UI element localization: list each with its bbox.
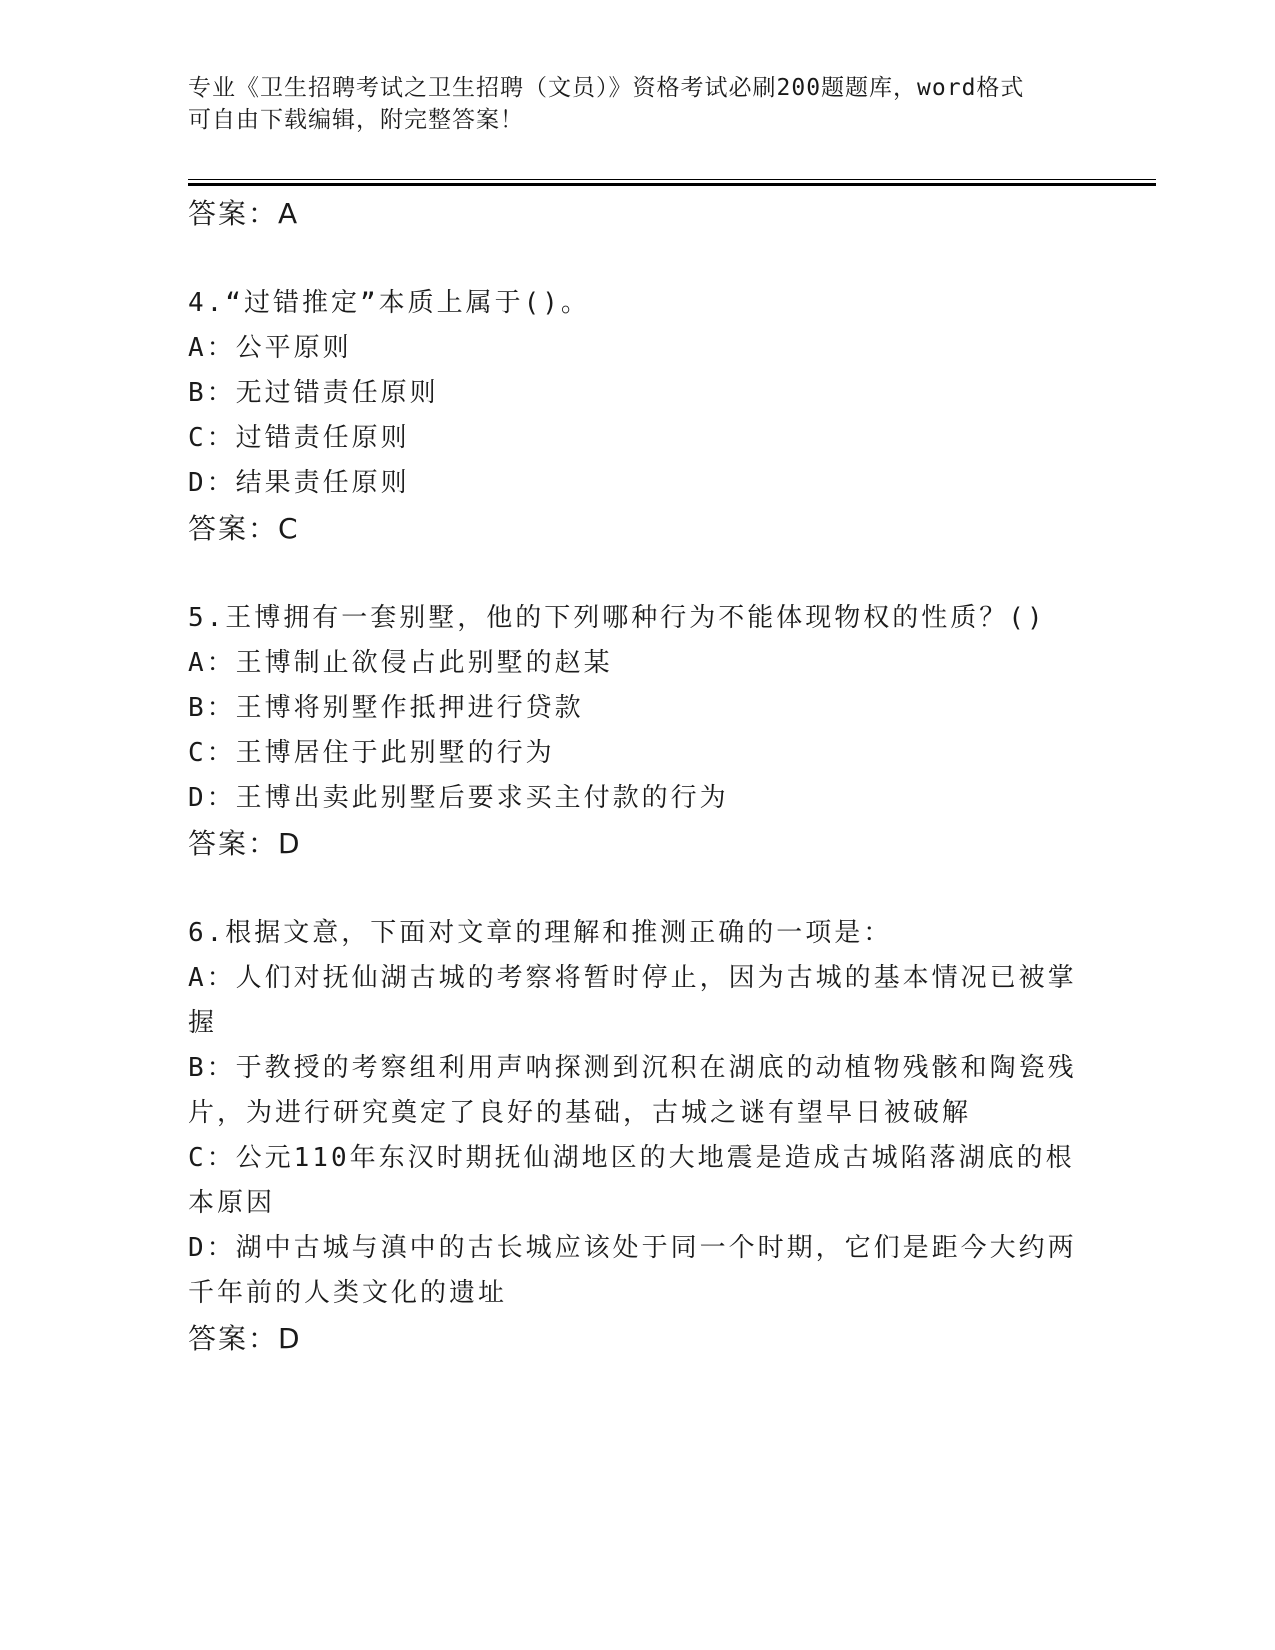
option-d: D：王博出卖此别墅后要求买主付款的行为	[188, 783, 729, 813]
option-c: C：过错责任原则	[188, 423, 410, 453]
question-4	[188, 281, 1088, 551]
header-line-2: 可自由下载编辑，附完整答案！	[188, 107, 524, 133]
spacer	[188, 236, 1088, 281]
option-d: D：结果责任原则	[188, 468, 410, 498]
option-a: A：王博制止欲侵占此别墅的赵某	[188, 648, 613, 678]
question-stem: 5.王博拥有一套别墅，他的下列哪种行为不能体现物权的性质？()	[188, 603, 1046, 633]
question-5	[188, 596, 1088, 866]
spacer	[188, 551, 1088, 596]
option-d: D：湖中古城与滇中的古长城应该处于同一个时期，它们是距今大约两千年前的人类文化的遗址	[188, 1233, 1077, 1308]
question-stem: 6.根据文意，下面对文章的理解和推测正确的一项是：	[188, 918, 893, 948]
option-b: B：于教授的考察组利用声呐探测到沉积在湖底的动植物残骸和陶瓷残片，为进行研究奠定了良好的基础，古城之谜有望早日被破解	[188, 1053, 1077, 1128]
option-b: B：无过错责任原则	[188, 378, 439, 408]
option-c: C：王博居住于此别墅的行为	[188, 738, 555, 768]
question-6	[188, 911, 1088, 1361]
header-rule-thin	[188, 179, 1156, 180]
option-c: C：公元110年东汉时期抚仙湖地区的大地震是造成古城陷落湖底的根本原因	[188, 1143, 1075, 1218]
document-header	[188, 72, 1088, 136]
option-a: A：人们对抚仙湖古城的考察将暂时停止，因为古城的基本情况已被掌握	[188, 963, 1077, 1038]
answer: 答案：D	[188, 1322, 302, 1355]
previous-answer: 答案：A	[188, 197, 300, 230]
header-rule-thick	[188, 183, 1156, 186]
answer: 答案：D	[188, 827, 302, 860]
option-a: A：公平原则	[188, 333, 352, 363]
option-b: B：王博将别墅作抵押进行贷款	[188, 693, 584, 723]
answer: 答案：C	[188, 512, 300, 545]
question-stem: 4.“过错推定”本质上属于()。	[188, 288, 590, 318]
question-list	[188, 191, 1088, 1361]
header-line-1: 专业《卫生招聘考试之卫生招聘（文员）》资格考试必刷200题题库，word格式	[188, 75, 1025, 101]
spacer	[188, 866, 1088, 911]
